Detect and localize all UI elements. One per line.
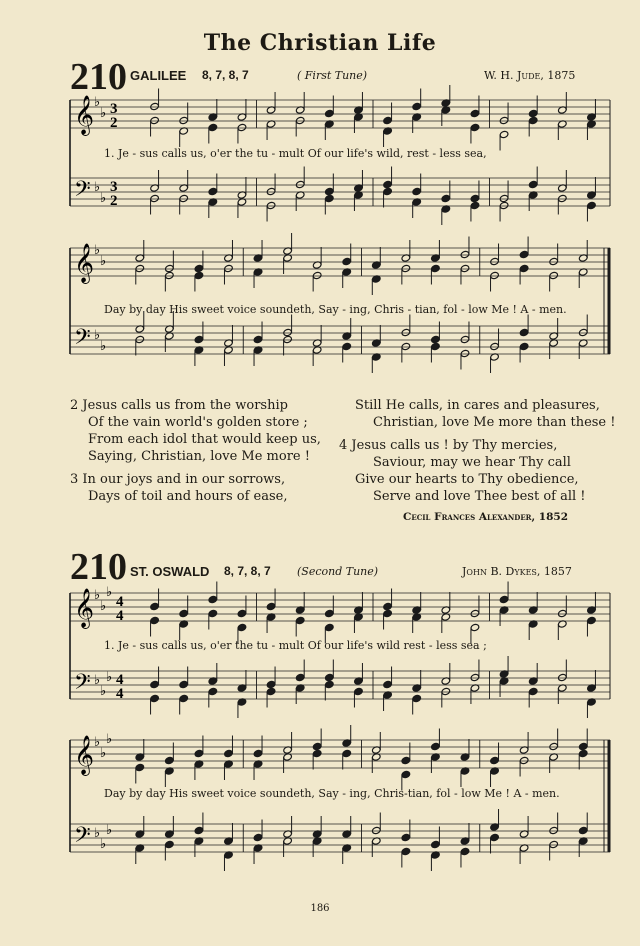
note-head <box>179 194 189 202</box>
lyrics-line: 1. Je - sus calls us, o'er the tu - mult Of our life's wild rest - less sea ; <box>104 639 487 652</box>
note-head <box>528 687 538 695</box>
flat-icon: ♭ <box>94 95 101 110</box>
flat-icon: ♭ <box>100 599 107 614</box>
flat-icon: ♭ <box>106 732 113 747</box>
note-head <box>150 680 160 688</box>
note-head <box>312 742 322 750</box>
note-head <box>342 257 352 265</box>
note-head <box>587 616 597 624</box>
note-head <box>283 335 293 343</box>
stanza-line: Give our hearts to Thy obedience, <box>355 472 579 487</box>
note-head <box>578 749 588 757</box>
note-head <box>179 694 189 702</box>
hymn-number: 210 <box>70 56 127 98</box>
flat-icon: ♭ <box>94 588 101 603</box>
note-head <box>490 271 500 279</box>
composer: W. H. Jude, 1875 <box>484 69 576 82</box>
note-head <box>383 602 393 610</box>
note-head <box>208 123 218 131</box>
meter: 8, 7, 8, 7 <box>202 68 249 82</box>
note-head <box>150 116 160 124</box>
note-head <box>470 609 480 617</box>
note-head <box>295 116 305 124</box>
page-heading: The Christian Life <box>203 30 437 56</box>
note-head <box>253 335 263 343</box>
note-head <box>412 187 422 195</box>
meter: 8, 7, 8, 7 <box>224 564 271 578</box>
author-credit: Cecil Frances Alexander, 1852 <box>403 511 569 523</box>
note-head <box>237 623 247 631</box>
flat-icon: ♭ <box>100 191 107 206</box>
tune-note: ( First Tune) <box>297 69 368 82</box>
tune-note: (Second Tune) <box>297 565 379 578</box>
note-head <box>194 271 204 279</box>
flat-icon: ♭ <box>100 684 107 699</box>
note-head <box>549 257 559 265</box>
note-head <box>266 187 276 195</box>
flat-icon: ♭ <box>106 670 113 685</box>
note-head <box>549 271 559 279</box>
note-head <box>383 116 393 124</box>
note-head <box>578 742 588 750</box>
note-head <box>499 116 509 124</box>
note-head <box>165 756 175 764</box>
note-head <box>342 749 352 757</box>
note-head <box>470 201 480 209</box>
note-head <box>549 840 559 848</box>
note-head <box>194 826 204 834</box>
note-head <box>224 749 234 757</box>
note-head <box>165 840 175 848</box>
flat-icon: ♭ <box>100 837 107 852</box>
note-head <box>135 763 145 771</box>
note-head <box>401 264 411 272</box>
note-head <box>179 680 189 688</box>
note-head <box>150 194 160 202</box>
note-head <box>470 194 480 202</box>
note-head <box>519 756 529 764</box>
note-head <box>460 335 470 343</box>
note-head <box>490 833 500 841</box>
stanza-line: 3 In our joys and in our sorrows, <box>70 472 286 487</box>
tune-name: GALILEE <box>130 68 187 83</box>
page-number: 186 <box>310 903 330 914</box>
note-head <box>519 342 529 350</box>
note-head <box>431 840 441 848</box>
music-system-4 <box>0 732 640 872</box>
note-head <box>179 116 189 124</box>
note-head <box>208 687 218 695</box>
note-head <box>325 194 335 202</box>
music-system-3 <box>0 585 640 715</box>
note-head <box>150 694 160 702</box>
note-head <box>578 328 588 336</box>
flat-icon: ♭ <box>100 254 107 269</box>
tune-name: ST. OSWALD <box>130 564 210 579</box>
note-head <box>499 194 509 202</box>
note-head <box>490 342 500 350</box>
note-head <box>412 102 422 110</box>
note-head <box>528 180 538 188</box>
note-head <box>558 609 568 617</box>
note-head <box>194 335 204 343</box>
treble-clef-icon: 𝄞 <box>74 95 95 135</box>
note-head <box>490 257 500 265</box>
note-head <box>179 609 189 617</box>
bass-clef-icon: 𝄢 <box>74 823 91 853</box>
flat-icon: ♭ <box>94 243 101 258</box>
bass-clef-icon: 𝄢 <box>74 670 91 700</box>
time-signature: 4 <box>116 686 124 702</box>
note-head <box>470 623 480 631</box>
note-head <box>401 342 411 350</box>
note-head <box>383 609 393 617</box>
note-head <box>266 201 276 209</box>
flat-icon: ♭ <box>100 746 107 761</box>
stanza-block-right <box>339 397 616 505</box>
note-head <box>150 102 160 110</box>
note-head <box>325 109 335 117</box>
note-head <box>295 673 305 681</box>
note-head <box>237 609 247 617</box>
note-head <box>325 187 335 195</box>
note-head <box>295 616 305 624</box>
note-head <box>194 749 204 757</box>
music-system-1 <box>0 92 640 222</box>
note-head <box>266 602 276 610</box>
flat-icon: ♭ <box>94 673 101 688</box>
note-head <box>528 109 538 117</box>
flat-icon: ♭ <box>106 585 113 600</box>
note-head <box>135 335 145 343</box>
note-head <box>208 187 218 195</box>
flat-icon: ♭ <box>94 328 101 343</box>
note-head <box>558 673 568 681</box>
stanza-line: Saviour, may we hear Thy call <box>373 455 571 470</box>
note-head <box>549 826 559 834</box>
note-head <box>325 673 335 681</box>
note-head <box>499 130 509 138</box>
time-signature: 3 <box>110 101 118 117</box>
flat-icon: ♭ <box>106 823 113 838</box>
time-signature: 3 <box>110 179 118 195</box>
note-head <box>499 595 509 603</box>
note-head <box>150 616 160 624</box>
stanza-block-left <box>70 397 321 505</box>
note-head <box>312 749 322 757</box>
note-head <box>165 271 175 279</box>
music-system-2 <box>0 240 640 370</box>
note-head <box>401 847 411 855</box>
note-head <box>519 328 529 336</box>
note-head <box>431 335 441 343</box>
note-head <box>490 756 500 764</box>
note-head <box>431 342 441 350</box>
treble-clef-icon: 𝄞 <box>74 243 95 283</box>
music-staff-4 <box>0 732 640 872</box>
note-head <box>519 250 529 258</box>
note-head <box>371 826 381 834</box>
bass-clef-icon: 𝄢 <box>74 325 91 355</box>
flat-icon: ♭ <box>94 180 101 195</box>
stanza-line: Saying, Christian, love Me more ! <box>88 449 310 464</box>
hymn-number: 210 <box>70 546 127 588</box>
note-head <box>431 742 441 750</box>
note-head <box>208 595 218 603</box>
time-signature: 4 <box>116 608 124 624</box>
lyrics-line: 1. Je - sus calls us, o'er the tu - mult Of our life's wild, rest - less sea, <box>104 147 487 160</box>
note-head <box>224 264 234 272</box>
note-head <box>401 328 411 336</box>
note-head <box>325 680 335 688</box>
note-head <box>441 687 451 695</box>
note-head <box>354 687 364 695</box>
note-head <box>431 264 441 272</box>
note-head <box>342 342 352 350</box>
note-head <box>383 187 393 195</box>
lyrics-line: Day by day His sweet voice soundeth, Say - ing, Chris - tian, fol - low Me ! A - men. <box>104 303 567 316</box>
time-signature: 2 <box>110 115 118 131</box>
note-head <box>312 271 322 279</box>
note-head <box>295 180 305 188</box>
note-head <box>441 194 451 202</box>
flat-icon: ♭ <box>94 826 101 841</box>
note-head <box>283 328 293 336</box>
note-head <box>470 123 480 131</box>
note-head <box>401 770 411 778</box>
note-head <box>578 826 588 834</box>
note-head <box>528 116 538 124</box>
lyrics-line: Day by day His sweet voice soundeth, Say - ing, Chris-tian, fol - low Me ! A - men. <box>104 787 560 800</box>
treble-clef-icon: 𝄞 <box>74 588 95 628</box>
note-head <box>253 833 263 841</box>
note-head <box>266 680 276 688</box>
note-head <box>587 201 597 209</box>
note-head <box>237 123 247 131</box>
stanza-line: Christian, love Me more than these ! <box>373 415 616 430</box>
note-head <box>470 673 480 681</box>
note-head <box>266 687 276 695</box>
note-head <box>325 609 335 617</box>
note-head <box>470 109 480 117</box>
flat-icon: ♭ <box>100 106 107 121</box>
note-head <box>499 201 509 209</box>
note-head <box>460 847 470 855</box>
stanza-line: Days of toil and hours of ease, <box>88 489 288 504</box>
time-signature: 2 <box>110 193 118 209</box>
note-head <box>401 833 411 841</box>
treble-clef-icon: 𝄞 <box>74 735 95 775</box>
note-head <box>150 602 160 610</box>
note-head <box>401 756 411 764</box>
note-head <box>135 264 145 272</box>
stanza-line: From each idol that would keep us, <box>88 432 321 447</box>
note-head <box>558 194 568 202</box>
note-head <box>194 264 204 272</box>
note-head <box>383 680 393 688</box>
note-head <box>325 623 335 631</box>
note-head <box>519 264 529 272</box>
note-head <box>412 694 422 702</box>
note-head <box>549 742 559 750</box>
stanza-line: 4 Jesus calls us ! by Thy mercies, <box>339 438 558 453</box>
note-head <box>383 180 393 188</box>
composer: John B. Dykes, 1857 <box>462 565 572 578</box>
flat-icon: ♭ <box>94 735 101 750</box>
stanza-line: Still He calls, in cares and pleasures, <box>355 398 600 413</box>
flat-icon: ♭ <box>100 339 107 354</box>
stanza-line: Serve and love Thee best of all ! <box>373 489 586 504</box>
note-head <box>208 609 218 617</box>
note-head <box>460 349 470 357</box>
time-signature: 4 <box>116 672 124 688</box>
bass-clef-icon: 𝄢 <box>74 177 91 207</box>
note-head <box>253 749 263 757</box>
stanza-line: 2 Jesus calls us from the worship <box>70 398 288 413</box>
note-head <box>460 250 470 258</box>
time-signature: 4 <box>116 594 124 610</box>
note-head <box>460 264 470 272</box>
stanza-line: Of the vain world's golden store ; <box>88 415 308 430</box>
note-head <box>165 264 175 272</box>
